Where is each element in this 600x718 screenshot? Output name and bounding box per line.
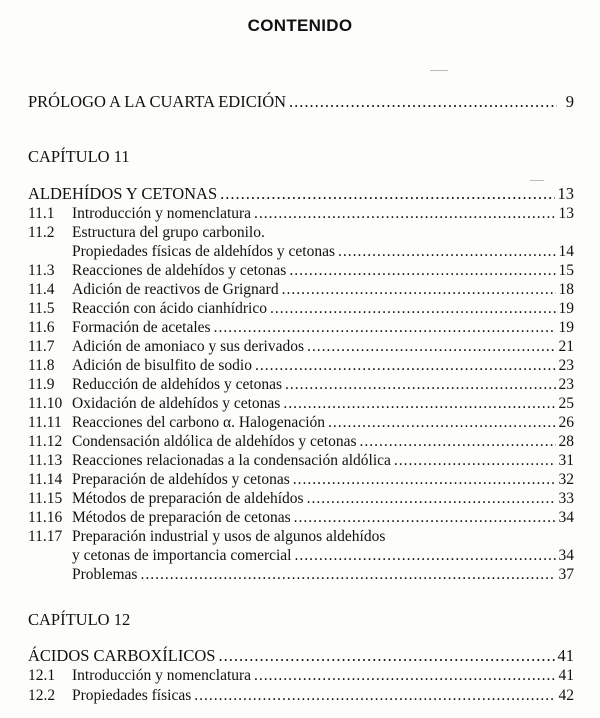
scan-mark [430, 70, 448, 71]
toc-section-number: 11.10 [28, 395, 63, 412]
toc-entry-text: Métodos de preparación de cetonas [72, 509, 291, 526]
toc-page-number: 37 [558, 566, 574, 583]
leader-dots [254, 205, 555, 223]
leader-dots [255, 357, 556, 375]
leader-dots [283, 395, 555, 413]
leader-dots [140, 566, 555, 584]
leader-dots [294, 509, 556, 527]
toc-page-number: 32 [558, 471, 574, 488]
toc-page-number: 34 [558, 509, 574, 526]
toc-page-number: 19 [558, 319, 574, 336]
toc-entry-text: ALDEHÍDOS Y CETONAS [28, 184, 218, 203]
toc-entry-text: y cetonas de importancia comercial [72, 547, 292, 564]
leader-dots [394, 452, 556, 470]
toc-entry-text: Preparación industrial y usos de algunos aldehídos [72, 528, 386, 545]
leader-dots [307, 490, 556, 508]
toc-entry-text: Adición de amoniaco y sus derivados [72, 338, 305, 355]
toc-prologue [28, 93, 574, 111]
toc-entry-text: Preparación de aldehídos y cetonas [72, 471, 290, 488]
toc-section-number: 12.2 [28, 686, 56, 704]
toc-entry [28, 667, 574, 685]
toc-entry [28, 338, 574, 356]
toc-entry [28, 205, 574, 223]
toc-page-number: 26 [558, 414, 574, 431]
toc-entry-text: Propiedades físicas [72, 686, 192, 704]
page-title: CONTENIDO [247, 16, 353, 35]
toc-page-number: 23 [558, 376, 574, 393]
leader-dots [293, 471, 556, 489]
leader-dots [289, 93, 557, 111]
leader-dots [360, 433, 556, 451]
toc-entry [28, 376, 574, 394]
toc-section-number: 11.16 [28, 509, 63, 526]
toc-page-number: 31 [558, 452, 574, 469]
toc-section-number: 11.7 [28, 338, 55, 355]
toc-section-number: 11.15 [28, 490, 63, 507]
toc-entry-text: Problemas [72, 566, 138, 583]
toc-page-number: 33 [558, 490, 574, 507]
toc-entry [28, 262, 574, 280]
toc-entry [28, 509, 574, 527]
toc-entry [28, 243, 574, 261]
leader-dots [294, 547, 555, 565]
toc-entry [28, 490, 574, 508]
chapter-11-label: CAPÍTULO 11 [28, 147, 130, 166]
toc-entry [28, 319, 574, 337]
toc-entry-text: Propiedades físicas de aldehídos y cetonas [72, 243, 335, 260]
chapter-11-heading [28, 185, 574, 203]
toc-entry-text: Reacciones de aldehídos y cetonas [72, 262, 287, 279]
toc-page-number: 13 [558, 205, 574, 222]
toc-entry-text: Reacciones relacionadas a la condensación aldólica [72, 452, 391, 469]
toc-page-number: 25 [558, 395, 574, 412]
toc-entry-text: PRÓLOGO A LA CUARTA EDICIÓN [28, 92, 287, 111]
toc-entry [28, 566, 574, 584]
toc-page-number: 23 [558, 357, 574, 374]
toc-section-number: 11.6 [28, 319, 55, 336]
toc-entry [28, 452, 574, 470]
toc-entry [28, 471, 574, 489]
toc-page-number: 13 [557, 184, 574, 203]
toc-section-number: 11.12 [28, 433, 63, 450]
leader-dots [214, 319, 556, 337]
chapter-12-label: CAPÍTULO 12 [28, 610, 131, 629]
toc-entry-text: Oxidación de aldehídos y cetonas [72, 395, 281, 412]
toc-section-number: 11.2 [28, 224, 55, 241]
toc-entry [28, 547, 574, 565]
toc-entry [28, 300, 574, 318]
toc-entry [28, 687, 574, 705]
toc-page-number: 42 [558, 686, 574, 704]
toc-entry [28, 414, 574, 432]
toc-entry-text: Introducción y nomenclatura [72, 667, 252, 684]
leader-dots [220, 185, 554, 203]
chapter-12-heading [28, 647, 574, 665]
leader-dots [338, 243, 556, 261]
toc-entry-text: Formación de acetales [72, 319, 211, 336]
toc-entry-text: Adición de reactivos de Grignard [72, 281, 279, 298]
toc-page-number: 41 [558, 667, 574, 684]
toc-page-number: 34 [558, 547, 574, 564]
toc-section-number: 11.9 [28, 376, 55, 393]
toc-entry-text: Adición de bisulfito de sodio [72, 357, 252, 374]
leader-dots [270, 300, 556, 318]
toc-section-number: 11.13 [28, 452, 63, 469]
toc-section-number: 11.8 [28, 357, 55, 374]
leader-dots [282, 281, 556, 299]
toc-entry-text: ÁCIDOS CARBOXÍLICOS [28, 646, 216, 665]
toc-entry [28, 224, 265, 242]
toc-entry-text: Introducción y nomenclatura [72, 205, 252, 222]
toc-section-number: 12.1 [28, 667, 56, 684]
toc-entry-text: Reacción con ácido cianhídrico [72, 300, 267, 317]
scan-mark [530, 180, 544, 181]
leader-dots [328, 414, 555, 432]
toc-page-number: 21 [558, 338, 574, 355]
toc-section-number: 11.17 [28, 528, 63, 545]
toc-page-number: 9 [565, 92, 574, 111]
toc-entry-text: Reducción de aldehídos y cetonas [72, 376, 283, 393]
toc-entry [28, 281, 574, 299]
leader-dots [194, 687, 555, 705]
toc-section-number: 11.11 [28, 414, 62, 431]
toc-entry [28, 357, 574, 375]
leader-dots [307, 338, 555, 356]
toc-page-number: 41 [557, 646, 574, 665]
leader-dots [218, 647, 554, 665]
toc-entry-text: Métodos de preparación de aldehídos [72, 490, 304, 507]
toc-entry [28, 433, 574, 451]
leader-dots [254, 667, 555, 685]
leader-dots [289, 262, 555, 280]
toc-section-number: 11.5 [28, 300, 55, 317]
toc-page-number: 28 [558, 433, 574, 450]
toc-entry [28, 395, 574, 413]
toc-page-number: 15 [558, 262, 574, 279]
toc-page-number: 14 [558, 243, 574, 260]
toc-page-number: 18 [558, 281, 574, 298]
toc-section-number: 11.3 [28, 262, 55, 279]
toc-entry [28, 528, 385, 546]
toc-page-number: 19 [558, 300, 574, 317]
toc-section-number: 11.14 [28, 471, 63, 488]
toc-section-number: 11.4 [28, 281, 55, 298]
toc-entry-text: Condensación aldólica de aldehídos y cetonas [72, 433, 357, 450]
toc-entry-text: Estructura del grupo carbonilo. [72, 224, 265, 241]
toc-entry-text: Reacciones del carbono α. Halogenación [72, 414, 326, 431]
leader-dots [285, 376, 555, 394]
toc-section-number: 11.1 [28, 205, 55, 222]
